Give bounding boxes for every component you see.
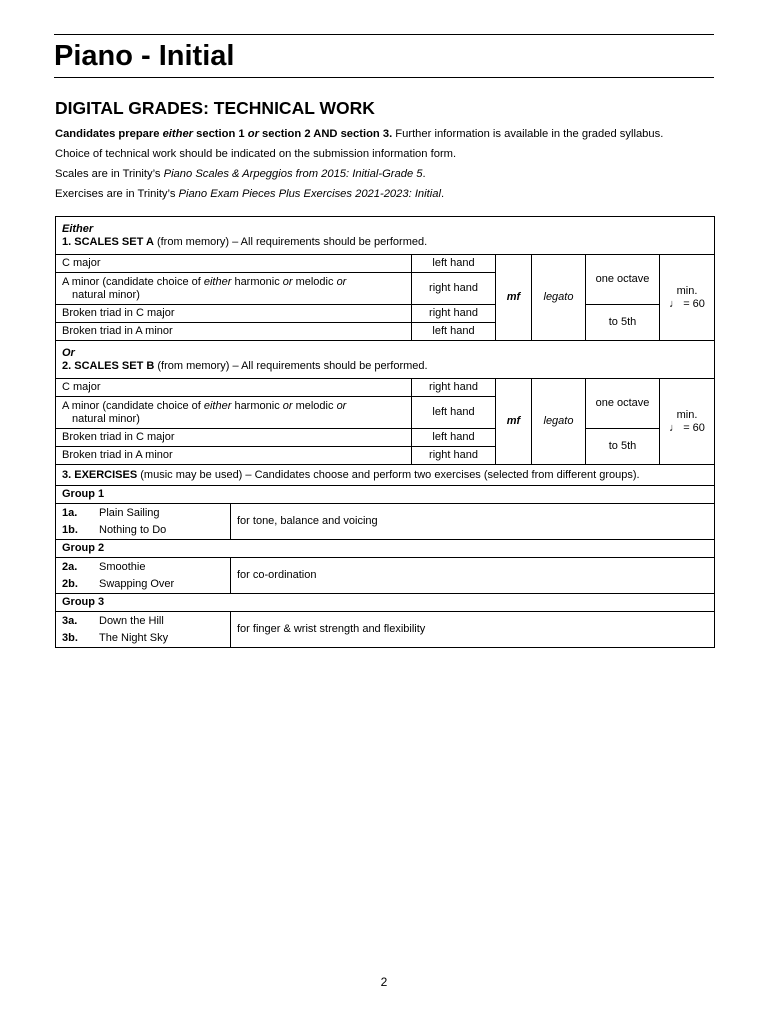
set-b-range-1: one octave (586, 379, 660, 429)
set-a-tempo-2: ♩ = 60 (669, 297, 705, 310)
set-b-title (62, 360, 708, 373)
set-a-row-1-hand: left hand (412, 255, 496, 273)
set-b-row-2-name-a: A minor (candidate choice of (62, 399, 204, 412)
exercise-3b (62, 630, 224, 647)
exercise-2a-num: 2a. (62, 560, 78, 573)
set-a-row-2-hand: right hand (412, 273, 496, 305)
set-a-row-3 (56, 305, 715, 323)
set-a-either: Either (62, 222, 94, 235)
set-b-tempo-2: ♩ = 60 (669, 421, 705, 434)
set-b-header (56, 341, 715, 379)
set-a-row-4-name: Broken triad in A minor (56, 323, 412, 341)
intro-line-1 (55, 127, 715, 141)
set-a-articulation: legato (532, 255, 586, 341)
page-number: 2 (380, 975, 388, 989)
intro-1-e: section 2 AND section 3. (258, 128, 393, 140)
intro-1-f: Further information is available in the graded syllabus. (392, 128, 664, 140)
set-b-header-cell (56, 341, 715, 379)
group-3-label: Group 3 (56, 594, 715, 612)
set-a-title (62, 236, 708, 249)
exercise-1b (62, 522, 224, 539)
set-b-title-rest: (from memory) – All requirements should be performed. (154, 359, 428, 372)
exercises-title-bold: 3. EXERCISES (62, 468, 138, 481)
set-a-row-2-name-d: or (282, 275, 293, 288)
set-a-row-2-name-a: A minor (candidate choice of (62, 275, 204, 288)
intro-4-c: . (440, 188, 445, 200)
exercise-3a-num: 3a. (62, 614, 78, 627)
set-b-row-2-hand: left hand (412, 397, 496, 429)
set-a-tempo-1: min. (676, 284, 698, 297)
set-b-row-2-name-b: either (203, 399, 232, 412)
intro-4-b: Piano Exam Pieces Plus Exercises 2021-2023: Initial (178, 188, 441, 200)
group-1-items (56, 504, 231, 540)
group-3-label-row (56, 594, 715, 612)
set-b-tempo (660, 379, 715, 465)
exercise-2b (62, 576, 224, 593)
set-b-range-2: to 5th (586, 429, 660, 465)
set-a-row-1-name: C major (56, 255, 412, 273)
group-3-row (56, 612, 715, 648)
group-1-label: Group 1 (56, 486, 715, 504)
exercise-1a-num: 1a. (62, 506, 78, 519)
exercise-1b-num: 1b. (62, 523, 78, 536)
group-1-label-row (56, 486, 715, 504)
set-b-row-2-name-f: or (336, 399, 347, 412)
group-1-purpose: for tone, balance and voicing (231, 504, 715, 540)
set-b-articulation: legato (532, 379, 586, 465)
intro-3-c: . (422, 168, 426, 180)
intro-line-2: Choice of technical work should be indicated on the submission information form. (55, 148, 457, 160)
set-a-header (56, 217, 715, 255)
group-3-items (56, 612, 231, 648)
exercise-3b-num: 3b. (62, 631, 78, 644)
exercise-2a (62, 559, 224, 576)
set-b-row-3 (56, 429, 715, 447)
set-b-row-3-name: Broken triad in C major (56, 429, 412, 447)
technical-work-table (55, 216, 715, 648)
intro-1-a: Candidates prepare (55, 128, 163, 140)
set-a-dynamic: mf (496, 255, 532, 341)
exercise-2b-num: 2b. (62, 577, 78, 590)
title-bar (54, 34, 714, 78)
set-b-title-bold: 2. SCALES SET B (62, 359, 155, 372)
set-b-row-4-hand: right hand (412, 447, 496, 465)
group-2-row (56, 558, 715, 594)
set-b-row-4-name: Broken triad in A minor (56, 447, 412, 465)
set-a-row-2-name (56, 273, 412, 305)
section-heading: DIGITAL GRADES: TECHNICAL WORK (55, 98, 375, 118)
exercise-3a-name: Down the Hill (99, 614, 164, 627)
set-a-row-3-name: Broken triad in C major (56, 305, 412, 323)
group-2-purpose: for co-ordination (231, 558, 715, 594)
group-1-row (56, 504, 715, 540)
exercise-3a (62, 613, 224, 630)
group-3-purpose: for finger & wrist strength and flexibility (231, 612, 715, 648)
set-a-row-2-name-b: either (203, 275, 232, 288)
exercises-header (56, 465, 715, 486)
group-2-items (56, 558, 231, 594)
set-a-title-rest: (from memory) – All requirements should be performed. (153, 235, 428, 248)
set-b-row-2-name-c: harmonic (231, 399, 283, 412)
set-a-header-cell (56, 217, 715, 255)
set-b-row-1 (56, 379, 715, 397)
set-a-row-4-hand: left hand (412, 323, 496, 341)
intro-3-b: Piano Scales & Arpeggios from 2015: Initial-Grade 5 (163, 168, 423, 180)
set-b-row-2-name-g: natural minor) (72, 412, 140, 425)
group-2-label: Group 2 (56, 540, 715, 558)
set-b-tempo-1: min. (676, 408, 698, 421)
exercises-header-cell (56, 465, 715, 486)
set-a-range-2: to 5th (586, 305, 660, 341)
exercise-1a-name: Plain Sailing (99, 506, 160, 519)
group-2-label-row (56, 540, 715, 558)
set-a-row-2-name-e: melodic (292, 275, 337, 288)
set-b-row-2-name-e: melodic (292, 399, 337, 412)
set-b-row-1-name: C major (56, 379, 412, 397)
exercise-3b-name: The Night Sky (99, 631, 169, 644)
intro-3-a: Scales are in Trinity’s (55, 168, 164, 180)
exercise-1a (62, 505, 224, 522)
set-b-row-1-hand: right hand (412, 379, 496, 397)
exercise-2a-name: Smoothie (99, 560, 146, 573)
intro-line-4 (55, 187, 715, 201)
set-a-range-1: one octave (586, 255, 660, 305)
set-a-row-2-name-c: harmonic (231, 275, 283, 288)
set-b-or: Or (62, 346, 75, 359)
set-b-row-2-name (56, 397, 412, 429)
set-b-dynamic: mf (496, 379, 532, 465)
set-a-tempo (660, 255, 715, 341)
intro-4-a: Exercises are in Trinity’s (55, 188, 179, 200)
intro-line-3 (55, 167, 715, 181)
intro-1-c: section 1 (193, 128, 248, 140)
exercise-2b-name: Swapping Over (99, 577, 175, 590)
set-a-row-1 (56, 255, 715, 273)
set-a-row-2-name-f: or (336, 275, 347, 288)
page-title: Piano - Initial (54, 40, 235, 72)
exercises-title-rest: (music may be used) – Candidates choose and perform two exercises (selected from different groups). (137, 468, 640, 481)
set-a-row-2-name-g: natural minor) (72, 288, 140, 301)
set-b-row-2-name-d: or (282, 399, 293, 412)
intro-1-d: or (247, 128, 259, 140)
exercise-1b-name: Nothing to Do (99, 523, 167, 536)
intro-1-b: either (162, 128, 194, 140)
set-a-title-bold: 1. SCALES SET A (62, 235, 154, 248)
set-b-row-3-hand: left hand (412, 429, 496, 447)
set-a-row-3-hand: right hand (412, 305, 496, 323)
